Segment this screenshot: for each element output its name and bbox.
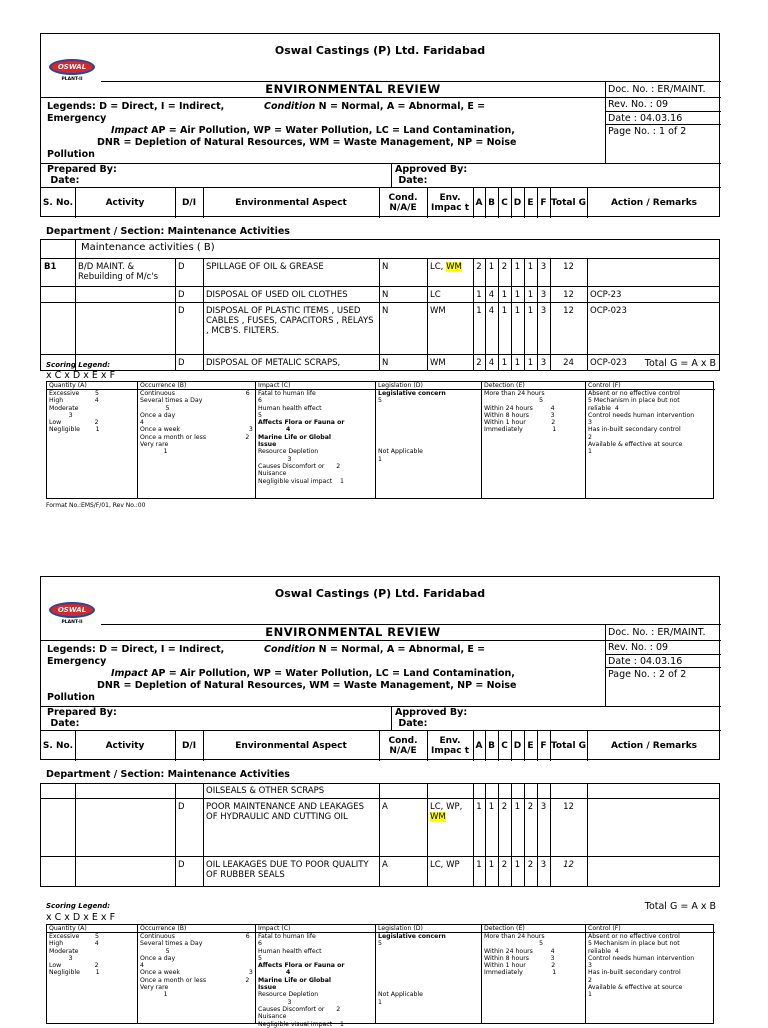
col-e: E (527, 740, 534, 751)
row-action (587, 260, 593, 264)
row-cond: N (382, 262, 389, 272)
score-e: 1 (527, 290, 534, 300)
doc-date: Date : 04.03.16 (608, 113, 683, 124)
col-a: A (475, 740, 483, 751)
row-cond: N (382, 290, 389, 300)
legend-detection: Detection (E) More than 24 hours 5 Within 24 hours 4 Within 8 hours 3 Within 1 hour 2 Immediately 1 (481, 925, 585, 1023)
score-f: 3 (540, 358, 547, 368)
col-activity: Activity (105, 740, 145, 751)
row-di: D (178, 802, 185, 812)
score-c: 1 (501, 290, 508, 300)
row-sno: B1 (44, 262, 57, 272)
row-env-impact: LC, WM (430, 262, 462, 272)
legend-control: Control (F) Absent or no effective control 5 Mechanism in place but not reliable 4 Control needs human intervention 3 Has in-built secondary control 2 Available & effective at source 1 (585, 925, 715, 1023)
score-total: 12 (563, 262, 574, 272)
col-a: A (475, 197, 483, 208)
row-cond: A (382, 802, 388, 812)
col-total: Total G (550, 740, 587, 751)
score-b: 4 (488, 358, 495, 368)
col-env-impact: Env. Impac t (430, 192, 469, 213)
legend-legislation: Legislation (D) Legislative concern 5 Not Applicable 1 (375, 925, 481, 1023)
score-total: 12 (563, 290, 574, 300)
row-action: OCP-023 (590, 358, 627, 368)
prepared-by-label: Prepared By: Date: (47, 707, 117, 729)
score-c: 1 (501, 358, 508, 368)
col-cond: Cond. N/A/E (388, 192, 418, 213)
row-aspect: DISPOSAL OF METALIC SCRAPS, (206, 358, 341, 368)
form-page-2 (40, 576, 720, 1028)
col-d: D (513, 197, 522, 208)
review-title: ENVIRONMENTAL REVIEW (265, 82, 441, 96)
score-d: 1 (514, 802, 521, 812)
col-d: D (513, 740, 522, 751)
company-logo (47, 599, 97, 629)
row-aspect: DISPOSAL OF PLASTIC ITEMS , USED CABLES , FUSES, CAPACITORS , RELAYS , MCB'S. FILTERS. (206, 306, 374, 336)
col-aspect: Environmental Aspect (235, 740, 347, 751)
form-header (40, 33, 720, 217)
score-a: 1 (476, 860, 482, 870)
row-aspect: POOR MAINTENANCE AND LEAKAGES OF HYDRAULIC AND CUTTING OIL (206, 802, 365, 822)
logo-plant-label: PLANT-II (61, 620, 83, 625)
score-b: 1 (488, 802, 495, 812)
logo-mark: OSWAL (49, 602, 95, 618)
score-c: 2 (501, 802, 508, 812)
col-action: Action / Remarks (610, 197, 698, 208)
col-f: F (540, 740, 547, 751)
subsection-heading: Maintenance activities ( B) (81, 242, 215, 253)
score-a: 1 (476, 802, 482, 812)
legend-impact: Impact (C) Fatal to human life 6 Human health effect 5 Affects Flora or Fauna or 4 Marine Life or Global Issue Resource Depletion 3 Causes Discomfort or 2 Nuisance Negligible visual impact 1 (255, 382, 375, 498)
scoring-legend-table (46, 924, 714, 1028)
row-env-impact: LC (430, 290, 441, 300)
rev-number: Rev. No. : 09 (608, 99, 669, 110)
score-a: 2 (476, 358, 482, 368)
col-di: D/I (181, 740, 197, 751)
score-total: 24 (563, 358, 574, 368)
score-d: 1 (514, 860, 521, 870)
col-c: C (501, 197, 508, 208)
legend-control: Control (F) Absent or no effective control 5 Mechanism in place but not reliable 4 Control needs human intervention 3 Has in-built secondary control 2 Available & effective at source 1 (585, 382, 715, 498)
row-env-impact: WM (430, 358, 446, 368)
department-label: Department / Section: Maintenance Activities (46, 769, 290, 780)
row-aspect: SPILLAGE OF OIL & GREASE (206, 262, 324, 272)
col-sno: S. No. (42, 740, 74, 751)
approved-by-label: Approved By: Date: (395, 164, 468, 186)
score-f: 3 (540, 860, 547, 870)
rev-number: Rev. No. : 09 (608, 642, 669, 653)
activity-table (40, 239, 720, 371)
col-cond: Cond. N/A/E (388, 735, 418, 756)
legend-quantity: Quantity (A) Excessive 5 High 4 Moderate 3 Low 2 Negligible 1 (47, 925, 137, 1023)
highlighted-impact: WM (446, 262, 462, 272)
col-di: D/I (181, 197, 197, 208)
row-di: D (178, 306, 185, 316)
score-b: 4 (488, 306, 495, 316)
col-f: F (540, 197, 547, 208)
logo-mark: OSWAL (49, 59, 95, 75)
form-page-1 (40, 33, 720, 509)
col-env-impact: Env. Impac t (430, 735, 469, 756)
col-e: E (527, 197, 534, 208)
page-number: Page No. : 2 of 2 (608, 669, 687, 680)
row-aspect: OILSEALS & OTHER SCRAPS (206, 786, 325, 796)
score-b: 4 (488, 290, 495, 300)
total-formula: Total G = A x B (644, 901, 716, 912)
review-title: ENVIRONMENTAL REVIEW (265, 625, 441, 639)
col-total: Total G (550, 197, 587, 208)
total-formula: Total G = A x B (644, 358, 716, 369)
score-e: 1 (527, 306, 534, 316)
score-d: 1 (514, 358, 521, 368)
legend-legislation: Legislation (D) Legislative concern 5 Not Applicable 1 (375, 382, 481, 498)
row-cond: N (382, 306, 389, 316)
row-di: D (178, 860, 185, 870)
score-e: 1 (527, 262, 534, 272)
score-f: 3 (540, 262, 547, 272)
company-logo (47, 56, 97, 86)
activity-table (40, 783, 720, 887)
col-activity: Activity (105, 197, 145, 208)
col-b: B (488, 740, 495, 751)
row-action: OCP-23 (590, 290, 622, 300)
total-formula-cont: x C x D x E x F (46, 912, 116, 923)
row-cond: N (382, 358, 389, 368)
score-d: 1 (514, 290, 521, 300)
legend-quantity: Quantity (A) Excessive 5 High 4 Moderate 3 Low 2 Negligible 1 (47, 382, 137, 498)
score-a: 2 (476, 262, 482, 272)
col-aspect: Environmental Aspect (235, 197, 347, 208)
format-number: Format No.:EMS/F/01, Rev No.:00 (46, 502, 146, 509)
score-total: 12 (563, 306, 574, 316)
row-aspect: OIL LEAKAGES DUE TO POOR QUALITY OF RUBBER SEALS (206, 860, 369, 880)
score-c: 1 (501, 306, 508, 316)
highlighted-impact: WM (430, 812, 446, 822)
row-di: D (178, 358, 185, 368)
score-c: 2 (501, 860, 508, 870)
score-total: 12 (563, 802, 574, 812)
score-d: 1 (514, 262, 521, 272)
row-action: OCP-023 (590, 306, 627, 316)
doc-number: Doc. No. : ER/MAINT. (608, 84, 706, 95)
scoring-legend-label: Scoring Legend: (46, 361, 111, 369)
doc-number: Doc. No. : ER/MAINT. (608, 627, 706, 638)
total-formula-cont: x C x D x E x F (46, 370, 116, 381)
approved-by-label: Approved By: Date: (395, 707, 468, 729)
score-a: 1 (476, 290, 482, 300)
score-f: 3 (540, 306, 547, 316)
row-di: D (178, 262, 185, 272)
row-env-impact: LC, WP, WM (430, 802, 463, 822)
score-e: 2 (527, 802, 534, 812)
score-e: 2 (527, 860, 534, 870)
row-cond: A (382, 860, 388, 870)
legend-occurrence: Occurrence (B) Continuous 6 Several times a Day 5 Once a day 4 Once a week 3 Once a month or less 2 Very rare 1 (137, 925, 255, 1023)
legend-impact: Impact (C) Fatal to human life 6 Human health effect 5 Affects Flora or Fauna or 4 Marine Life or Global Issue Resource Depletion 3 Causes Discomfort or 2 Nuisance Negligible visual impact 1 (255, 925, 375, 1023)
score-f: 3 (540, 802, 547, 812)
prepared-by-label: Prepared By: Date: (47, 164, 117, 186)
legend-occurrence: Occurrence (B) Continuous 6 Several times a Day 5 Once a day 4 Once a week 3 Once a month or less 2 Very rare 1 (137, 382, 255, 498)
score-b: 1 (488, 262, 495, 272)
score-c: 2 (501, 262, 508, 272)
row-activity: B/D MAINT. & Rebuilding of M/c's (78, 262, 159, 282)
legend-detection: Detection (E) More than 24 hours 5 Within 24 hours 4 Within 8 hours 3 Within 1 hour 2 Immediately 1 (481, 382, 585, 498)
company-name: Oswal Castings (P) Ltd. Faridabad (274, 44, 486, 57)
company-name: Oswal Castings (P) Ltd. Faridabad (274, 587, 486, 600)
col-c: C (501, 740, 508, 751)
row-env-impact: LC, WP (430, 860, 460, 870)
page-number: Page No. : 1 of 2 (608, 126, 687, 137)
score-e: 1 (527, 358, 534, 368)
row-env-impact: WM (430, 306, 446, 316)
department-label: Department / Section: Maintenance Activities (46, 226, 290, 237)
form-header (40, 576, 720, 760)
col-b: B (488, 197, 495, 208)
doc-date: Date : 04.03.16 (608, 656, 683, 667)
logo-plant-label: PLANT-II (61, 77, 83, 82)
score-d: 1 (514, 306, 521, 316)
score-total: 12 (563, 860, 574, 870)
row-di: D (178, 290, 185, 300)
legends-block: Legends: D = Direct, I = Indirect, Condition N = Normal, A = Abnormal, E = Emergency Impact AP = Air Pollution, WP = Water Pollution, LC = Land Contamination, DNR = Depletion of Natural Resources, WM = Waste Management, NP = Noise Pollution (47, 644, 517, 703)
col-sno: S. No. (42, 197, 74, 208)
scoring-legend-label: Scoring Legend: (46, 902, 111, 910)
score-f: 3 (540, 290, 547, 300)
score-a: 1 (476, 306, 482, 316)
score-b: 1 (488, 860, 495, 870)
col-action: Action / Remarks (610, 740, 698, 751)
scoring-legend-table (46, 381, 714, 499)
row-aspect: DISPOSAL OF USED OIL CLOTHES (206, 290, 348, 300)
legends-block: Legends: D = Direct, I = Indirect, Condition N = Normal, A = Abnormal, E = Emergency Impact AP = Air Pollution, WP = Water Pollution, LC = Land Contamination, DNR = Depletion of Natural Resources, WM = Waste Management, NP = Noise Pollution (47, 101, 517, 160)
